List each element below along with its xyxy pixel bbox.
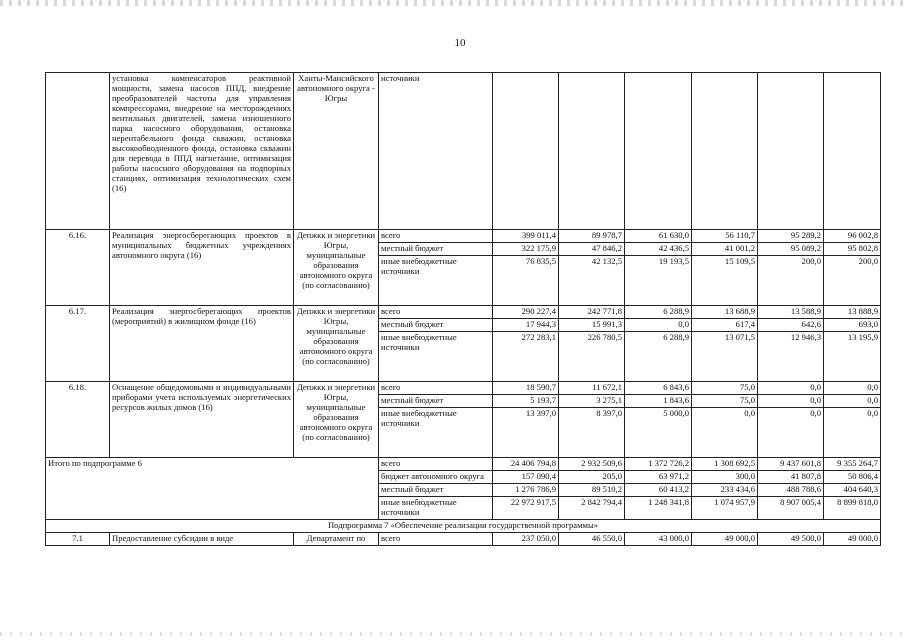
cell-executor: Депжкк и энергетики Югры, муниципальные образования автономного округа (по согласованию) [294, 305, 379, 381]
cell-source: местный бюджет [379, 394, 493, 407]
cell-value: 56 110,7 [692, 230, 758, 243]
cell-value: 46 550,0 [559, 532, 625, 545]
cell-value: 205,0 [559, 470, 625, 483]
cell-value: 18 590,7 [493, 381, 559, 394]
cell-value: 13 888,9 [824, 305, 881, 318]
cell-value: 89 510,2 [559, 483, 625, 496]
table-row-continuation [46, 73, 881, 230]
cell-description: установка компенсаторов реактивной мощности, замена насосов ППД, внедрение преобразователей частоты для управления компрессорами, внедрение на месторождениях вентильных двигателей, замена изношенного парка насосного оборудования, остановка нерентабельного фонда скважин, остановка высокообводненного фонда, остановка скважин для перевода в ППД нагнетание, оптимизация работы насосного оборудования на подпорных станциях, оптимизация технологических схем (16) [110, 73, 294, 230]
cell-value: 95 802,8 [824, 242, 881, 255]
cell-value: 75,0 [692, 394, 758, 407]
cell-source: иные внебюджетные источники [379, 331, 493, 381]
cell-value: 19 193,5 [625, 255, 692, 305]
cell-value: 488 788,6 [758, 483, 824, 496]
cell-value: 43 000,0 [625, 532, 692, 545]
cell-value: 12 946,3 [758, 331, 824, 381]
cell-value: 1 372 726,2 [625, 457, 692, 470]
cell-source: иные внебюджетные источники [379, 407, 493, 457]
cell-value: 17 944,3 [493, 318, 559, 331]
table-row-7-1 [46, 532, 881, 545]
cell-index: 6.18. [46, 381, 110, 457]
cell-source: всего [379, 532, 493, 545]
cell-value: 15 109,5 [692, 255, 758, 305]
cell-source: местный бюджет [379, 242, 493, 255]
cell-value: 49 000,0 [824, 532, 881, 545]
cell-value: 0,0 [692, 407, 758, 457]
cell-value: 76 835,5 [493, 255, 559, 305]
cell-value: 42 436,5 [625, 242, 692, 255]
cell-empty [559, 73, 625, 230]
cell-value: 95 089,2 [758, 242, 824, 255]
cell-value: 63 971,2 [625, 470, 692, 483]
cell-executor: Ханты-Мансийского автономного округа - Югры [294, 73, 379, 230]
scan-artifact-top [0, 0, 905, 6]
cell-value: 1 843,6 [625, 394, 692, 407]
cell-index: 6.16. [46, 230, 110, 306]
cell-value: 0,0 [758, 407, 824, 457]
cell-value: 1 248 341,8 [625, 496, 692, 519]
cell-empty [625, 73, 692, 230]
scan-artifact-bottom [0, 632, 905, 636]
cell-value: 1 308 692,5 [692, 457, 758, 470]
table-row-6-18 [46, 381, 881, 394]
cell-value: 49 500,0 [758, 532, 824, 545]
cell-value: 41 807,8 [758, 470, 824, 483]
cell-index-empty [46, 73, 110, 230]
cell-value: 200,0 [758, 255, 824, 305]
cell-description: Реализация энергосберегающих проектов в муниципальных бюджетных учреждениях автономного округа (16) [110, 230, 294, 306]
cell-index: 7.1 [46, 532, 110, 545]
cell-value: 89 978,7 [559, 230, 625, 243]
cell-index: 6.17. [46, 305, 110, 381]
page-number: 10 [454, 37, 466, 49]
cell-value: 157 090,4 [493, 470, 559, 483]
cell-empty [824, 73, 881, 230]
cell-value: 8 397,0 [559, 407, 625, 457]
cell-value: 200,0 [824, 255, 881, 305]
cell-description: Предоставление субсидии в виде [110, 532, 294, 545]
cell-value: 49 000,0 [692, 532, 758, 545]
cell-executor: Депжкк и энергетики Югры, муниципальные образования автономного округа (по согласованию) [294, 381, 379, 457]
cell-value: 41 001,2 [692, 242, 758, 255]
cell-value: 61 630,0 [625, 230, 692, 243]
cell-value: 5 193,7 [493, 394, 559, 407]
cell-source: всего [379, 230, 493, 243]
cell-value: 6 288,9 [625, 305, 692, 318]
cell-value: 8 899 818,0 [824, 496, 881, 519]
cell-value: 11 672,1 [559, 381, 625, 394]
cell-value: 6 288,9 [625, 331, 692, 381]
cell-value: 42 132,5 [559, 255, 625, 305]
cell-value: 0,0 [824, 381, 881, 394]
cell-source: бюджет автономного округа [379, 470, 493, 483]
cell-value: 13 688,9 [692, 305, 758, 318]
cell-value: 60 413,2 [625, 483, 692, 496]
cell-value: 5 000,0 [625, 407, 692, 457]
program-table [45, 72, 881, 546]
cell-value: 75,0 [692, 381, 758, 394]
cell-empty [493, 73, 559, 230]
cell-value: 2 932 509,6 [559, 457, 625, 470]
cell-total-label: Итого по подпрограмме 6 [46, 457, 379, 519]
cell-value: 399 011,4 [493, 230, 559, 243]
table-row-6-17 [46, 305, 881, 318]
cell-description: Реализация энергосберегающих проектов (мероприятий) в жилищном фонде (16) [110, 305, 294, 381]
cell-value: 642,6 [758, 318, 824, 331]
cell-value: 272 283,1 [493, 331, 559, 381]
cell-value: 693,0 [824, 318, 881, 331]
cell-value: 0,0 [758, 381, 824, 394]
cell-value: 0,0 [824, 394, 881, 407]
cell-value: 13 071,5 [692, 331, 758, 381]
cell-value: 50 806,4 [824, 470, 881, 483]
cell-value: 13 397,0 [493, 407, 559, 457]
cell-value: 3 275,1 [559, 394, 625, 407]
cell-value: 2 842 794,4 [559, 496, 625, 519]
cell-value: 8 907 005,4 [758, 496, 824, 519]
cell-value: 322 175,9 [493, 242, 559, 255]
table-row-total [46, 457, 881, 470]
cell-value: 617,4 [692, 318, 758, 331]
cell-source: всего [379, 305, 493, 318]
cell-source: иные внебюджетные источники [379, 496, 493, 519]
cell-value: 15 991,3 [559, 318, 625, 331]
cell-value: 24 406 794,8 [493, 457, 559, 470]
cell-value: 13 195,9 [824, 331, 881, 381]
table-row-6-16 [46, 230, 881, 243]
cell-source: местный бюджет [379, 483, 493, 496]
cell-value: 9 437 601,8 [758, 457, 824, 470]
cell-value: 0,0 [758, 394, 824, 407]
cell-value: 9 355 264,7 [824, 457, 881, 470]
cell-source: источники [379, 73, 493, 230]
cell-value: 233 434,6 [692, 483, 758, 496]
cell-value: 22 972 917,5 [493, 496, 559, 519]
cell-value: 96 002,8 [824, 230, 881, 243]
cell-description: Оснащение общедомовыми и индивидуальными приборами учета используемых энергетических ресурсов жилых домов (16) [110, 381, 294, 457]
cell-value: 300,0 [692, 470, 758, 483]
subprogram-heading: Подпрограмма 7 «Обеспечение реализации государственной программы» [46, 519, 881, 532]
cell-value: 6 843,6 [625, 381, 692, 394]
cell-empty [692, 73, 758, 230]
cell-value: 290 227,4 [493, 305, 559, 318]
cell-value: 242 771,8 [559, 305, 625, 318]
table-row-subprogram-heading [46, 519, 881, 532]
cell-value: 404 640,3 [824, 483, 881, 496]
cell-value: 1 074 957,9 [692, 496, 758, 519]
cell-value: 47 846,2 [559, 242, 625, 255]
cell-value: 13 588,9 [758, 305, 824, 318]
cell-value: 0,0 [625, 318, 692, 331]
cell-source: иные внебюджетные источники [379, 255, 493, 305]
cell-empty [758, 73, 824, 230]
cell-source: всего [379, 457, 493, 470]
cell-value: 0,0 [824, 407, 881, 457]
cell-value: 226 780,5 [559, 331, 625, 381]
cell-source: местный бюджет [379, 318, 493, 331]
cell-value: 237 050,0 [493, 532, 559, 545]
cell-source: всего [379, 381, 493, 394]
cell-value: 1 276 786,9 [493, 483, 559, 496]
cell-executor: Департамент по [294, 532, 379, 545]
cell-value: 95 289,2 [758, 230, 824, 243]
cell-executor: Депжкк и энергетики Югры, муниципальные образования автономного округа (по согласованию) [294, 230, 379, 306]
